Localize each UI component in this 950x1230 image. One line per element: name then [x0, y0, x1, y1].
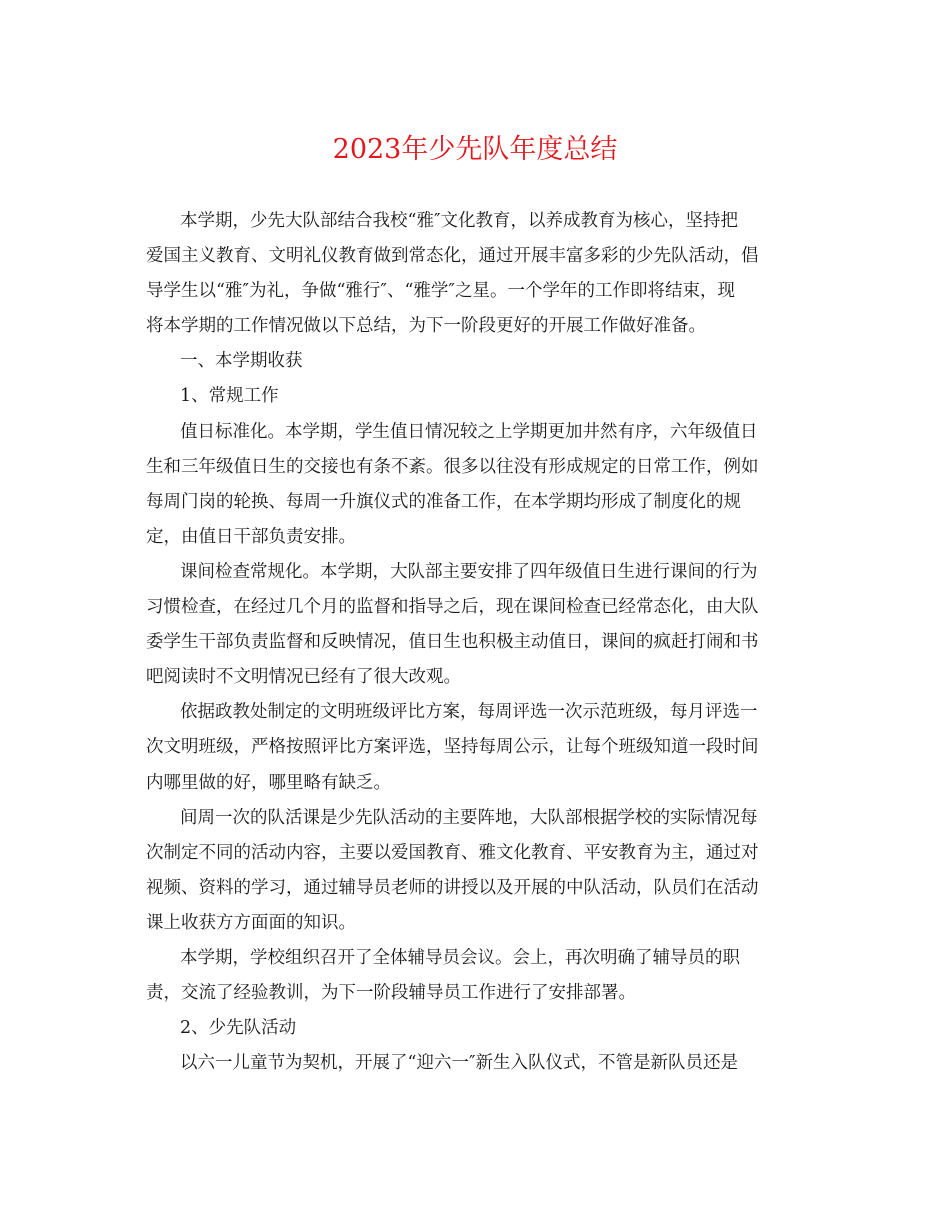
paragraph-line: 责，交流了经验教训，为下一阶段辅导员工作进行了安排部署。 — [146, 983, 636, 1004]
paragraph-line: 本学期，学校组织召开了全体辅导员会议。会上，再次明确了辅导员的职 — [180, 947, 740, 968]
paragraph-line: 委学生干部负责监督和反映情况，值日生也积极主动值日，课间的疯赶打闹和书 — [146, 632, 759, 653]
paragraph-line: 课间检查常规化。本学期，大队部主要安排了四年级值日生进行课间的行为 — [180, 561, 758, 582]
paragraph-line: 定，由值日干部负责安排。 — [146, 526, 356, 547]
paragraph-line: 以六一儿童节为契机，开展了“迎六一″新生入队仪式，不管是新队员还是 — [180, 1053, 738, 1074]
paragraph-line: 爱国主义教育、文明礼仪教育做到常态化，通过开展丰富多彩的少先队活动，倡 — [146, 246, 759, 267]
paragraph-line: 吧阅读时不文明情况已经有了很大改观。 — [146, 667, 461, 688]
document-body — [146, 204, 810, 1081]
section-heading: 一、本学期收获 — [180, 351, 303, 372]
paragraph-line: 视频、资料的学习，通过辅导员老师的讲授以及开展的中队活动，队员们在活动 — [146, 877, 759, 898]
paragraph-line: 值日标准化。本学期，学生值日情况较之上学期更加井然有序，六年级值日 — [180, 421, 758, 442]
paragraph-line: 将本学期的工作情况做以下总结，为下一阶段更好的开展工作做好准备。 — [146, 316, 706, 337]
paragraph-line: 次制定不同的活动内容，主要以爱国教育、雅文化教育、平安教育为主，通过对 — [146, 842, 759, 863]
subsection-heading: 2、少先队活动 — [180, 1018, 297, 1039]
paragraph-line: 次文明班级，严格按照评比方案评选，坚持每周公示，让每个班级知道一段时间 — [146, 737, 759, 758]
paragraph-line: 导学生以“雅″为礼，争做“雅行″、“雅学″之星。一个学年的工作即将结束，现 — [146, 281, 735, 302]
paragraph-line: 依据政教处制定的文明班级评比方案，每周评选一次示范班级，每月评选一 — [180, 702, 758, 723]
subsection-heading: 1、常规工作 — [180, 386, 279, 407]
paragraph-line: 每周门岗的轮换、每周一升旗仪式的准备工作，在本学期均形成了制度化的规 — [146, 491, 741, 512]
paragraph-line: 课上收获方方面面的知识。 — [146, 912, 356, 933]
paragraph-line: 习惯检查，在经过几个月的监督和指导之后，现在课间检查已经常态化，由大队 — [146, 597, 759, 618]
paragraph-line: 间周一次的队活课是少先队活动的主要阵地，大队部根据学校的实际情况每 — [180, 807, 758, 828]
paragraph-line: 本学期，少先大队部结合我校“雅″文化教育，以养成教育为核心，坚持把 — [180, 211, 738, 231]
document-title: 2023年少先队年度总结 — [332, 134, 618, 165]
paragraph-line: 内哪里做的好，哪里略有缺乏。 — [146, 772, 391, 793]
paragraph-line: 生和三年级值日生的交接也有条不紊。很多以往没有形成规定的日常工作，例如 — [146, 456, 759, 477]
